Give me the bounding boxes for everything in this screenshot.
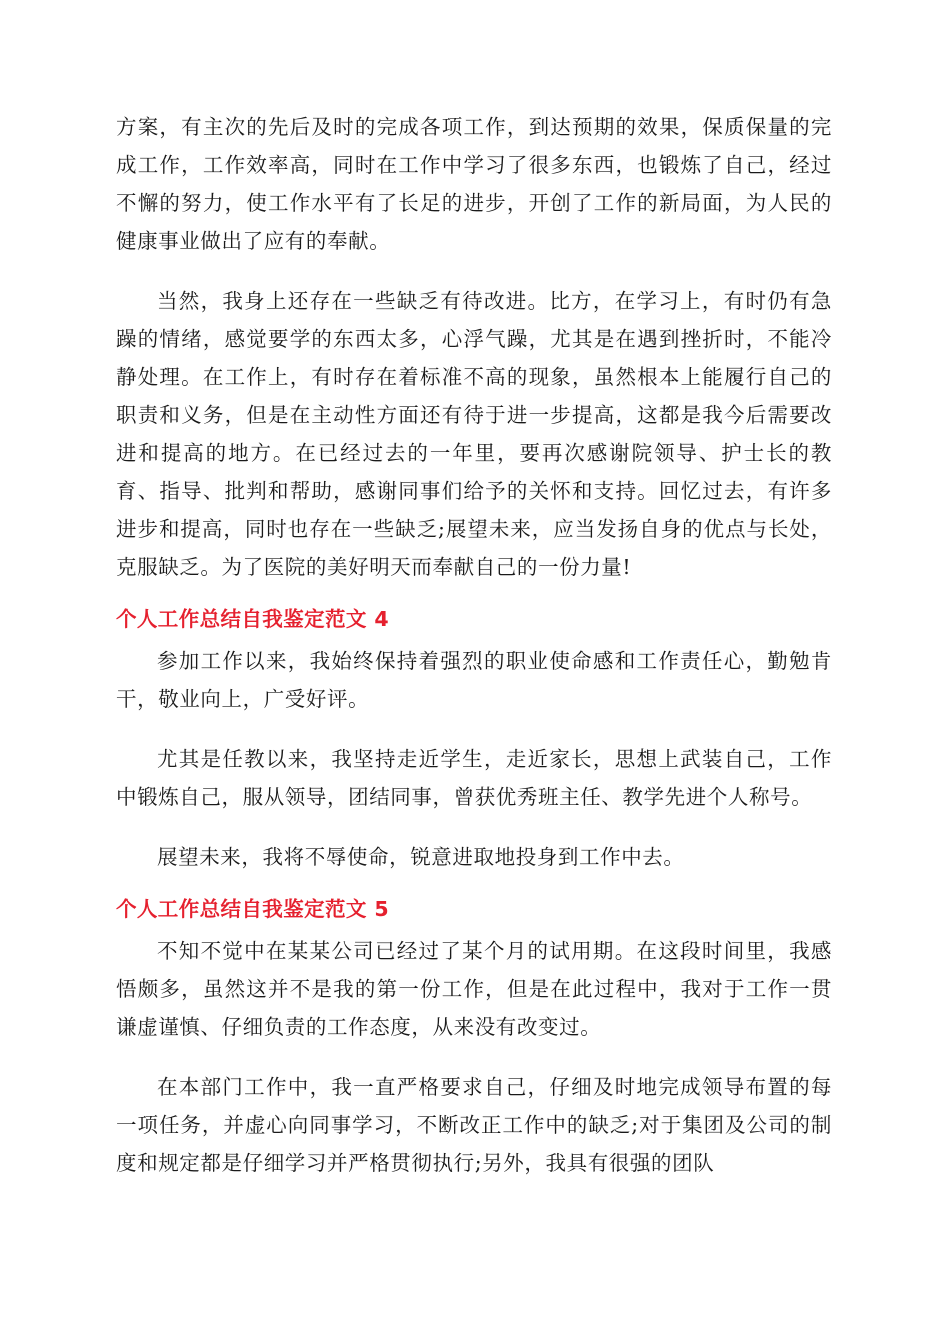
paragraph-teaching: 尤其是任教以来，我坚持走近学生，走近家长，思想上武装自己，工作中锻炼自己，服从领导，团结同事，曾获优秀班主任、教学先进个人称号。 (116, 747, 832, 809)
paragraph-since-working: 参加工作以来，我始终保持着强烈的职业使命感和工作责任心，勤勉肯干，敬业向上，广受好评。 (116, 649, 832, 711)
paragraph-probation: 不知不觉中在某某公司已经过了某个月的试用期。在这段时间里，我感悟颇多，虽然这并不是我的第一份工作，但是在此过程中，我对于工作一贯谦虚谨慎、仔细负责的工作态度，从来没有改变过。 (116, 939, 832, 1039)
paragraph-outlook: 展望未来，我将不辱使命，锐意进取地投身到工作中去。 (157, 845, 685, 869)
paragraph-continuation: 方案，有主次的先后及时的完成各项工作，到达预期的效果，保质保量的完成工作，工作效率高，同时在工作中学习了很多东西，也锻炼了自己，经过不懈的努力，使工作水平有了长足的进步，开创了工作的新局面，为人民的健康事业做出了应有的奉献。 (116, 115, 832, 253)
section-heading-5: 个人工作总结自我鉴定范文 5 (116, 897, 390, 921)
section-heading-4: 个人工作总结自我鉴定范文 4 (116, 607, 390, 631)
paragraph-department-work: 在本部门工作中，我一直严格要求自己，仔细及时地完成领导布置的每一项任务，并虚心向同事学习，不断改正工作中的缺乏;对于集团及公司的制度和规定都是仔细学习并严格贯彻执行;另外，我具有很强的团队 (116, 1075, 832, 1175)
paragraph-shortcomings: 当然，我身上还存在一些缺乏有待改进。比方，在学习上，有时仍有急躁的情绪，感觉要学的东西太多，心浮气躁，尤其是在遇到挫折时，不能冷静处理。在工作上，有时存在着标准不高的现象，虽然根本上能履行自己的职责和义务，但是在主动性方面还有待于进一步提高，这都是我今后需要改进和提高的地方。在已经过去的一年里，要再次感谢院领导、护士长的教育、指导、批判和帮助，感谢同事们给予的关怀和支持。回忆过去，有许多进步和提高，同时也存在一些缺乏;展望未来，应当发扬自身的优点与长处，克服缺乏。为了医院的美好明天而奉献自己的一份力量! (116, 289, 832, 579)
document-page (116, 108, 832, 1204)
